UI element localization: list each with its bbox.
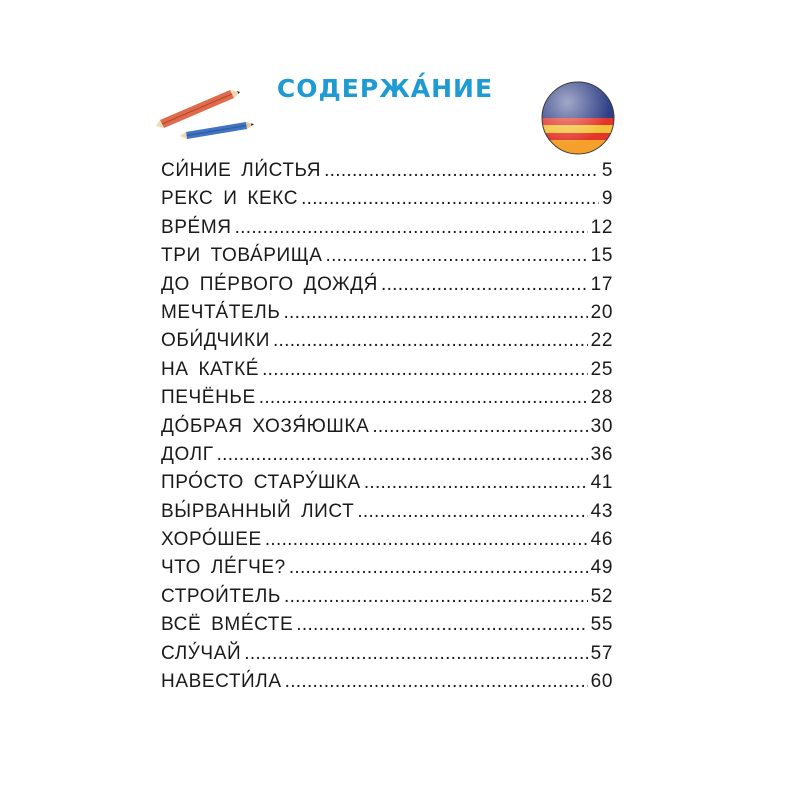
toc-entry[interactable] <box>161 526 613 554</box>
toc-entry-page: 9 <box>601 188 613 210</box>
table-of-contents <box>161 157 613 696</box>
toc-entry-title: СТРОИ́ТЕЛЬ <box>161 585 282 607</box>
pencils-illustration <box>150 76 260 146</box>
toc-entry[interactable] <box>161 554 613 582</box>
toc-entry[interactable] <box>161 441 613 469</box>
toc-entry-title: ТРИ ТОВА́РИЩА <box>161 245 323 267</box>
dot-leader <box>273 327 588 355</box>
toc-entry-title: ВРЕ́МЯ <box>161 216 232 238</box>
toc-entry-page: 20 <box>590 301 613 323</box>
dot-leader <box>372 413 587 441</box>
toc-entry-page: 57 <box>590 642 613 664</box>
dot-leader <box>296 611 587 639</box>
toc-entry-title: ВСЁ ВМЕ́СТЕ <box>161 614 294 636</box>
toc-entry-title: НАВЕСТИ́ЛА <box>161 671 282 693</box>
toc-entry[interactable] <box>161 327 613 355</box>
dot-leader <box>325 242 587 270</box>
toc-entry-page: 46 <box>590 529 613 551</box>
dot-leader <box>235 214 588 242</box>
toc-entry[interactable] <box>161 583 613 611</box>
dot-leader <box>259 384 588 412</box>
toc-entry-title: ДО́БРАЯ ХОЗЯ́ЮШКА <box>161 415 370 437</box>
toc-entry[interactable] <box>161 384 613 412</box>
toc-entry[interactable] <box>161 271 613 299</box>
toc-entry-page: 36 <box>590 443 613 465</box>
toc-entry-page: 41 <box>590 472 613 494</box>
dot-leader <box>284 583 588 611</box>
page-title: СОДЕРЖА́НИЕ <box>276 74 494 103</box>
dot-leader <box>364 469 588 497</box>
toc-entry[interactable] <box>161 299 613 327</box>
dot-leader <box>289 554 588 582</box>
toc-entry-page: 12 <box>590 216 613 238</box>
toc-entry-page: 30 <box>590 415 613 437</box>
toc-entry-page: 22 <box>590 330 613 352</box>
toc-entry-title: РЕКС И КЕКС <box>161 188 299 210</box>
toc-entry-title: ДО ПЕ́РВОГО ДОЖДЯ́ <box>161 273 378 295</box>
dot-leader <box>357 498 587 526</box>
dot-leader <box>265 526 588 554</box>
toc-entry-title: ДОЛГ <box>161 443 214 465</box>
toc-entry[interactable] <box>161 413 613 441</box>
toc-entry-title: СИ́НИЕ ЛИ́СТЬЯ <box>161 160 322 181</box>
toc-entry[interactable] <box>161 469 613 497</box>
dot-leader <box>262 356 588 384</box>
toc-entry[interactable] <box>161 668 613 696</box>
red-pencil-icon <box>156 90 240 128</box>
toc-entry-page: 28 <box>590 387 613 409</box>
toc-entry-title: ЧТО ЛЕ́ГЧЕ? <box>161 557 286 579</box>
toc-entry[interactable] <box>161 157 613 185</box>
toc-entry[interactable] <box>161 640 613 668</box>
dot-leader <box>301 185 599 213</box>
blue-pencil-icon <box>180 122 254 139</box>
striped-ball-illustration <box>540 80 616 156</box>
toc-entry[interactable] <box>161 242 613 270</box>
toc-entry-title: ХОРО́ШЕЕ <box>161 529 262 551</box>
toc-entry-page: 17 <box>590 273 613 295</box>
toc-entry-title: ПЕЧЁНЬЕ <box>161 387 256 409</box>
dot-leader <box>285 668 588 696</box>
toc-entry-page: 49 <box>590 557 613 579</box>
toc-entry-page: 43 <box>590 500 613 522</box>
toc-entry-page: 55 <box>590 614 613 636</box>
dot-leader <box>381 271 588 299</box>
toc-entry-title: МЕЧТА́ТЕЛЬ <box>161 301 281 323</box>
toc-entry-page: 52 <box>590 585 613 607</box>
toc-entry-page: 5 <box>601 160 613 181</box>
toc-entry-title: ОБИ́ДЧИКИ <box>161 330 270 352</box>
toc-entry[interactable] <box>161 356 613 384</box>
dot-leader <box>283 299 587 327</box>
toc-entry-title: СЛУ́ЧАЙ <box>161 642 242 664</box>
dot-leader <box>324 157 599 185</box>
dot-leader <box>217 441 588 469</box>
toc-entry[interactable] <box>161 185 613 213</box>
toc-entry-page: 15 <box>590 245 613 267</box>
toc-entry[interactable] <box>161 498 613 526</box>
dot-leader <box>244 640 587 668</box>
toc-entry-page: 25 <box>590 358 613 380</box>
toc-entry[interactable] <box>161 214 613 242</box>
toc-entry-page: 60 <box>590 671 613 693</box>
toc-entry[interactable] <box>161 611 613 639</box>
toc-entry-title: НА КАТКЕ́ <box>161 358 260 380</box>
toc-entry-title: ВЫ́РВАННЫЙ ЛИСТ <box>161 500 355 522</box>
toc-entry-title: ПРО́СТО СТАРУ́ШКА <box>161 472 361 494</box>
